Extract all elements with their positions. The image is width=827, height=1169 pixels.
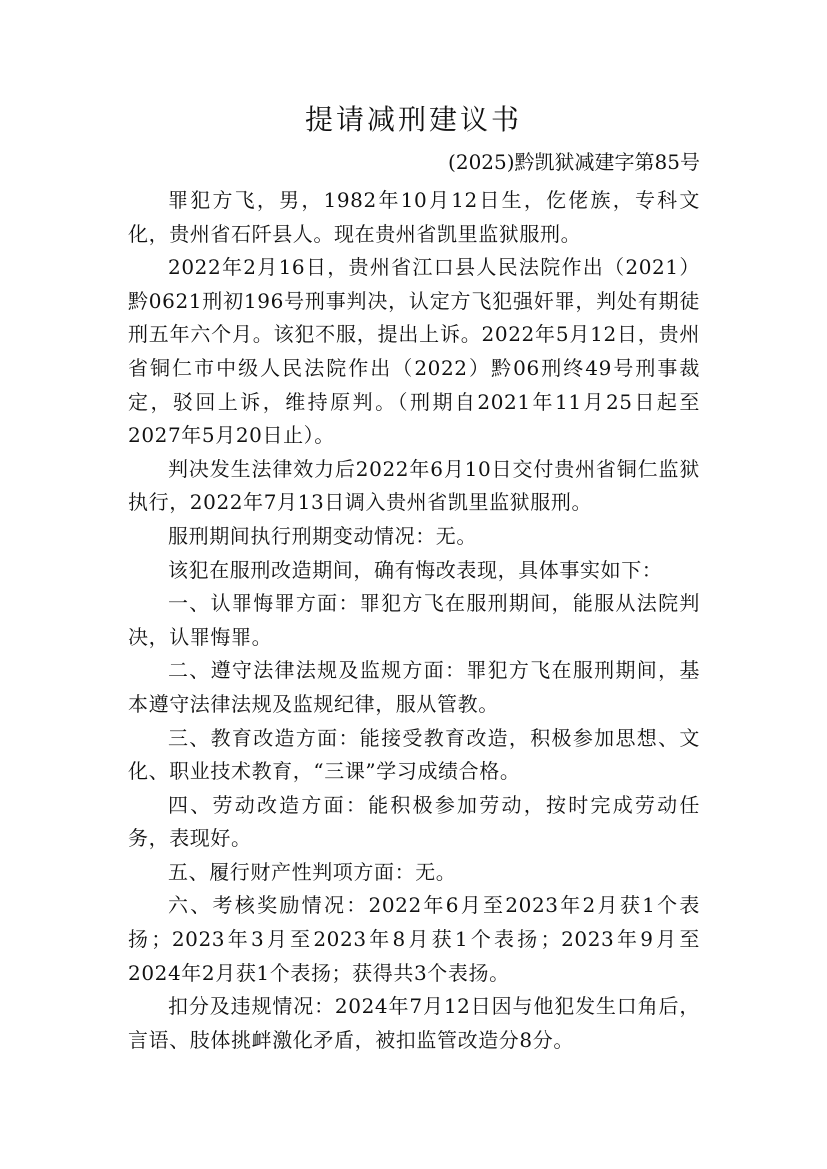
document-title: 提请减刑建议书 [304,103,522,136]
paragraph-execution: 判决发生法律效力后2022年6月10日交付贵州省铜仁监狱执行，2022年7月13日调入贵州省凯里监狱服刑。 [128,456,700,515]
paragraph-rewards: 六、考核奖励情况：2022年6月至2023年2月获1个表扬；2023年3月至2023年8月获1个表扬；2023年9月至2024年2月获1个表扬；获得共3个表扬。 [128,893,700,985]
paragraph-judgment: 2022年2月16日，贵州省江口县人民法院作出（2021）黔0621刑初196号刑事判决，认定方飞犯强奸罪，判处有期徒刑五年六个月。该犯不服，提出上诉。2022年5月12日，贵州省铜仁市中级人民法院作出（2022）黔06刑终49号刑事裁定，驳回上诉，维持原判。（刑期自2021年11月25日起至2027年5月20日止）。 [128,255,700,448]
paragraph-sentence-changes: 服刑期间执行刑期变动情况：无。 [168,523,477,548]
paragraph-education: 三、教育改造方面：能接受教育改造，积极参加思想、文化、职业技术教育，“三课”学习成绩合格。 [128,725,700,784]
document-body [128,184,700,1057]
paragraph-violations: 扣分及违规情况：2024年7月12日因与他犯发生口角后，言语、肢体挑衅激化矛盾，被扣监管改造分8分。 [128,994,700,1052]
paragraph-confession: 一、认罪悔罪方面：罪犯方飞在服刑期间，能服从法院判决，认罪悔罪。 [128,591,700,649]
paragraph-criminal-info: 罪犯方飞，男，1982年10月12日生，仡佬族，专科文化，贵州省石阡县人。现在贵州省凯里监狱服刑。 [128,188,700,246]
paragraph-property: 五、履行财产性判项方面：无。 [168,859,457,884]
document-number: (2025)黔凯狱减建字第85号 [448,150,700,174]
paragraph-labor: 四、劳动改造方面：能积极参加劳动，按时完成劳动任务，表现好。 [128,792,700,851]
paragraph-repentance-intro: 该犯在服刑改造期间，确有悔改表现，具体事实如下： [168,557,663,582]
paragraph-law-compliance: 二、遵守法律法规及监规方面：罪犯方飞在服刑期间，基本遵守法律法规及监规纪律，服从管教。 [128,658,700,716]
